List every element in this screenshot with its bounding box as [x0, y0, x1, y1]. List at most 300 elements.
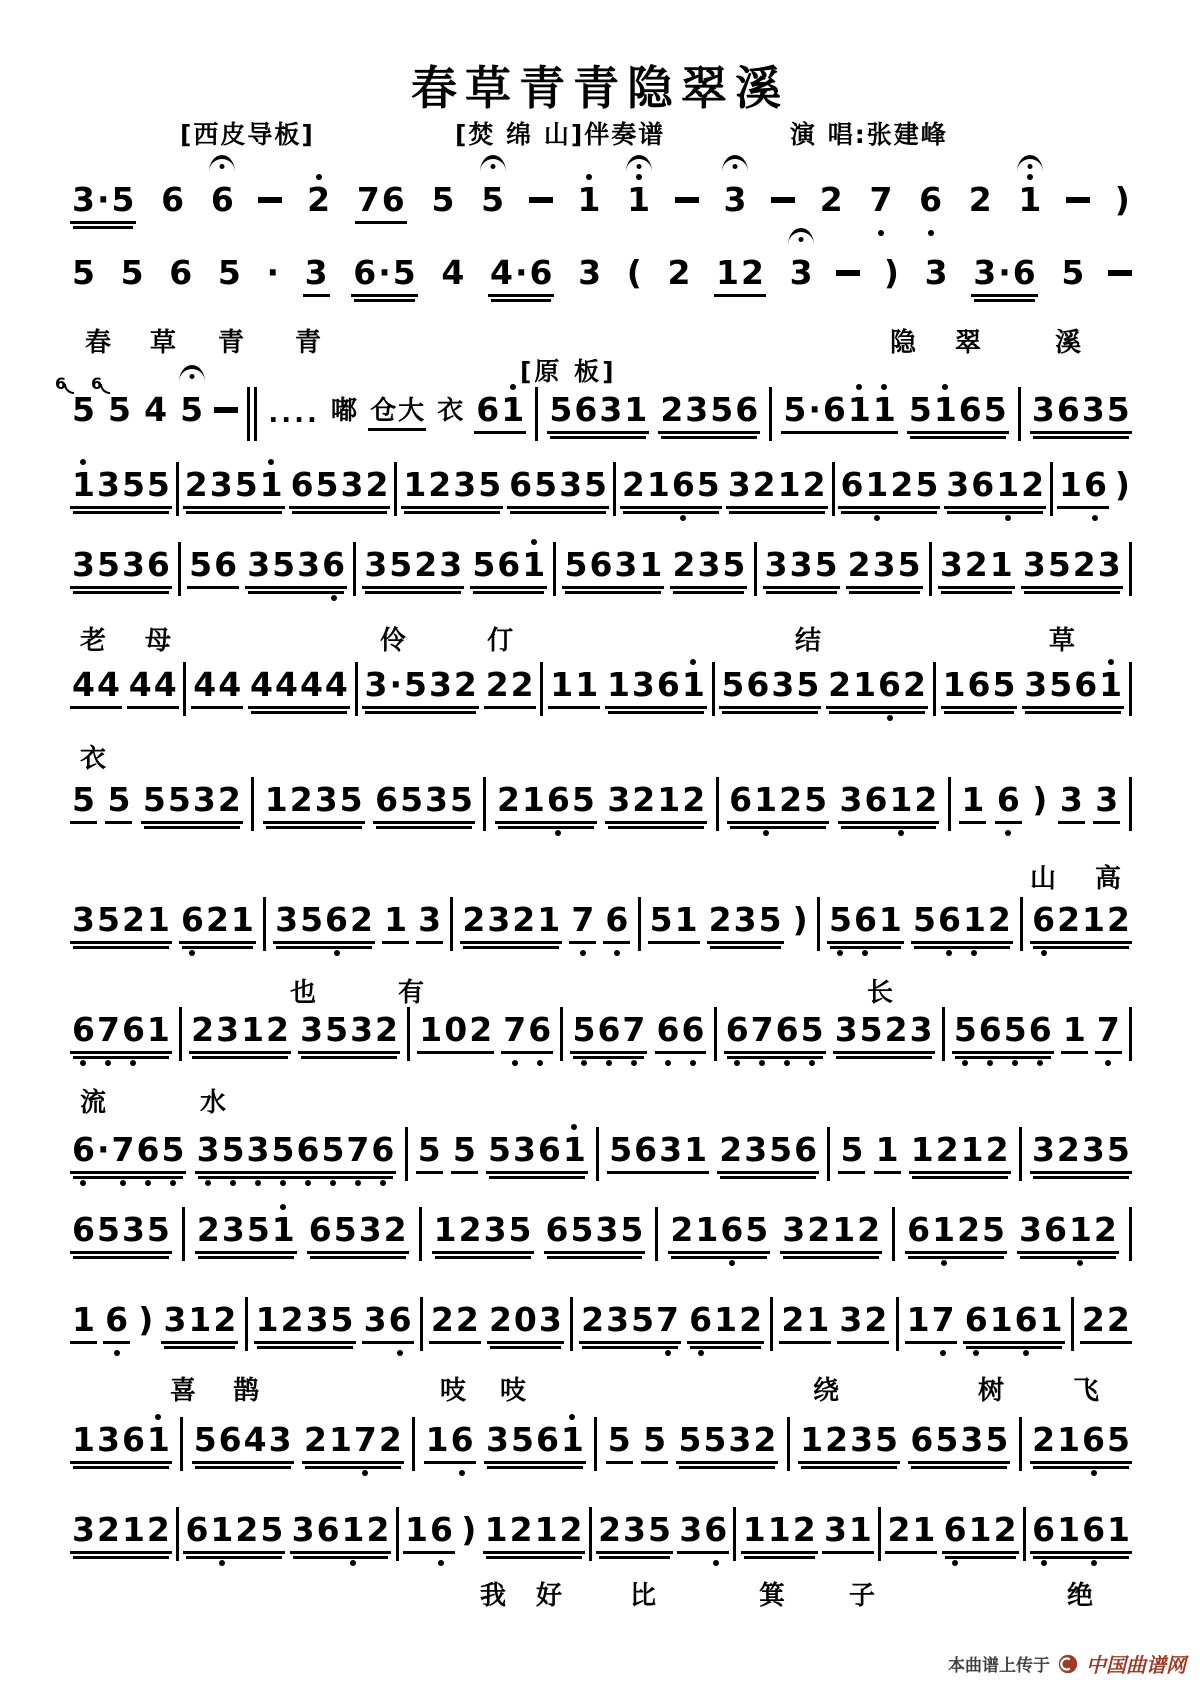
- note-char: 7: [622, 1010, 646, 1049]
- barline: [594, 1417, 597, 1471]
- note-char: 1: [847, 390, 871, 429]
- note-char: 1: [716, 253, 740, 292]
- barline: [1018, 387, 1021, 441]
- note-char: 5: [389, 545, 413, 584]
- notation-token: [838, 1130, 865, 1174]
- note-char: 5: [217, 253, 241, 292]
- note-char: 6: [1032, 1510, 1056, 1549]
- note-char: 3: [72, 180, 95, 219]
- note-char: 3: [850, 1420, 874, 1459]
- note-char: 3: [1031, 390, 1055, 429]
- note-char: 2: [196, 1210, 220, 1249]
- note-char: 6: [971, 465, 995, 504]
- barline: [896, 1297, 899, 1351]
- notation-token: [91, 374, 133, 431]
- note-char: 5: [272, 545, 296, 584]
- notation-token: [488, 253, 554, 297]
- note-char: 2: [581, 1300, 605, 1339]
- barline: [176, 462, 179, 516]
- note-char: 3: [96, 1420, 120, 1459]
- note-char: 6: [1074, 665, 1098, 704]
- note-char: 6: [1082, 1420, 1105, 1459]
- notation-token: [451, 1130, 478, 1174]
- lyric-char: 喜: [170, 1376, 198, 1406]
- note-char: 2: [1032, 1420, 1056, 1459]
- barline: [407, 1007, 410, 1061]
- note-char: 5: [221, 1130, 245, 1169]
- grace-note: 6: [91, 374, 103, 393]
- note-char: 3: [358, 1210, 382, 1249]
- barline: [733, 1507, 736, 1561]
- note-char: 1: [255, 1300, 279, 1339]
- note-char: 1: [848, 1510, 872, 1549]
- fermata-icon: [480, 155, 506, 172]
- lyric-char: 山: [1030, 864, 1058, 894]
- barline: [419, 1207, 422, 1261]
- notation-token: [838, 465, 940, 509]
- note-char: 3: [1019, 1210, 1042, 1249]
- note-char: 1: [878, 900, 902, 939]
- note-char: 2: [828, 665, 852, 704]
- page-title: 春草青青隐翠溪: [411, 61, 789, 115]
- notation-token: [470, 545, 547, 589]
- notation-token: [189, 1010, 291, 1054]
- note-char: 5: [120, 253, 144, 292]
- note-char: 6: [1043, 1210, 1067, 1249]
- barline: [589, 1507, 592, 1561]
- barline: [178, 542, 181, 596]
- note-char: 2: [739, 1300, 763, 1339]
- note-char: 1: [72, 1300, 95, 1339]
- notation-token: [209, 180, 236, 221]
- note-char: 5: [696, 465, 720, 504]
- note-char: 3: [163, 1300, 187, 1339]
- note-char: 6: [381, 180, 405, 219]
- note-char: 3: [291, 1510, 315, 1549]
- note-char: 6: [72, 1210, 95, 1249]
- barline: [405, 1127, 408, 1181]
- note-char: 5: [315, 465, 339, 504]
- notation-token: [788, 253, 815, 294]
- note-char: 6: [967, 665, 991, 704]
- notation-token: [867, 180, 894, 221]
- note-char: 5: [1106, 390, 1130, 429]
- note-char: 5: [992, 665, 1016, 704]
- note-char: 1: [962, 900, 986, 939]
- barline: [1129, 1007, 1132, 1061]
- notation-token: [484, 665, 536, 709]
- note-char: 6: [121, 1420, 145, 1459]
- note-char: 6: [546, 780, 570, 819]
- note-char: 5: [146, 1210, 170, 1249]
- note-char: 6: [681, 1010, 705, 1049]
- note-char: 1: [328, 1420, 352, 1459]
- note-char: 5: [260, 1510, 284, 1549]
- note-char: 4: [72, 665, 95, 704]
- lyric-char: 草: [1049, 626, 1077, 656]
- note-char: 3: [614, 545, 638, 584]
- barline: [179, 1007, 182, 1061]
- barline: [553, 542, 556, 596]
- note-char: 2: [752, 465, 776, 504]
- duration-dash: [836, 270, 860, 276]
- lyric-char: 吱: [500, 1376, 528, 1406]
- notation-token: [55, 374, 97, 431]
- note-char: 6: [656, 665, 680, 704]
- barline: [412, 1417, 415, 1471]
- note-char: 1: [121, 1510, 145, 1549]
- lyric-char: 有: [398, 978, 426, 1008]
- note-char: 6: [864, 780, 888, 819]
- note-char: 2: [205, 900, 229, 939]
- note-char: 3: [595, 1210, 619, 1249]
- note-char: 1: [264, 780, 288, 819]
- notation-token: [432, 1210, 534, 1254]
- duration-dash: [258, 197, 282, 203]
- note-char: 5: [167, 780, 191, 819]
- notation-token: [289, 465, 391, 509]
- note-char: 3: [728, 1420, 752, 1459]
- note-char: 1: [72, 1420, 95, 1459]
- note-char: 4: [128, 665, 152, 704]
- note-char: 3: [1022, 545, 1046, 584]
- note-char: ·: [808, 390, 821, 429]
- barline: [878, 1507, 881, 1561]
- duration-dash: [675, 197, 699, 203]
- barline: [560, 1007, 563, 1061]
- note-char: ): [461, 1510, 477, 1549]
- note-char: 5: [584, 465, 607, 504]
- notation-token: [178, 390, 205, 431]
- notation-system: [70, 665, 1132, 726]
- note-char: 3: [1081, 1130, 1105, 1169]
- note-char: 1: [271, 1210, 295, 1249]
- note-char: 5: [472, 545, 496, 584]
- duration-dash: [1108, 270, 1132, 276]
- barline: [1019, 1127, 1022, 1181]
- note-char: 1: [889, 780, 913, 819]
- note-char: 3: [439, 545, 463, 584]
- notation-token: [826, 665, 928, 709]
- notation-token: [159, 180, 186, 221]
- note-char: 1: [933, 390, 957, 429]
- note-char: 3: [72, 545, 95, 584]
- note-char: 5: [246, 1210, 270, 1249]
- notation-token: [474, 390, 526, 434]
- note-char: 3: [789, 545, 813, 584]
- note-char: 3: [606, 1300, 630, 1339]
- note-char: 3: [782, 1210, 806, 1249]
- note-char: 6: [105, 1300, 129, 1339]
- notation-token: [127, 665, 179, 709]
- note-char: 2: [847, 545, 871, 584]
- note-char: 5: [649, 900, 673, 939]
- note-char: 2: [217, 780, 241, 819]
- note-char: 6: [746, 665, 770, 704]
- note-char: 5: [330, 1300, 354, 1339]
- notation-token: [658, 390, 760, 434]
- note-char: 3: [839, 780, 863, 819]
- note-char: 4: [193, 665, 217, 704]
- note-char: 6: [528, 1010, 552, 1049]
- note-char: ·: [389, 665, 402, 704]
- notation-token: [1059, 253, 1086, 294]
- note-char: 3: [631, 665, 655, 704]
- lyric-char: 树: [978, 1376, 1006, 1406]
- note-char: 5: [814, 545, 838, 584]
- notation-token: [833, 1010, 935, 1054]
- double-barline: [247, 387, 257, 441]
- note-char: 2: [957, 1210, 981, 1249]
- note-char: 7: [346, 1130, 370, 1169]
- note-char: 5: [800, 1010, 824, 1049]
- barline: [933, 662, 936, 716]
- notation-token: [676, 1420, 778, 1464]
- notation-token: [70, 545, 172, 589]
- note-char: 6: [878, 665, 901, 704]
- note-char: 0: [444, 1010, 468, 1049]
- note-char: 3: [418, 900, 442, 939]
- note-char: 6: [958, 390, 982, 429]
- note-char: 7: [656, 1300, 680, 1339]
- notation-system: [70, 1010, 1132, 1071]
- note-char: 3: [364, 665, 388, 704]
- barline: [1129, 1207, 1132, 1261]
- note-char: 1: [521, 780, 545, 819]
- note-char: 6: [729, 780, 753, 819]
- note-char: 3: [275, 900, 299, 939]
- barline: [420, 1297, 423, 1351]
- note-char: 5: [300, 900, 324, 939]
- note-char: 3: [196, 1130, 220, 1169]
- notation-token: [952, 1010, 1054, 1054]
- notation-token: [216, 253, 243, 294]
- notation-token: [726, 465, 828, 509]
- notation-token: [547, 390, 649, 434]
- notation-token: [183, 465, 285, 509]
- note-char: 7: [503, 1010, 527, 1049]
- barline: [263, 897, 266, 951]
- notation-token: [195, 1210, 297, 1254]
- note-char: 6: [656, 1010, 680, 1049]
- barline: [827, 1127, 830, 1181]
- note-char: 1: [1057, 1510, 1081, 1549]
- note-char: 3: [973, 253, 997, 292]
- note-char: 2: [96, 1510, 120, 1549]
- notation-token: [781, 390, 897, 434]
- note-char: 6: [210, 180, 234, 219]
- barline: [176, 1507, 179, 1561]
- note-char: 6: [545, 1210, 569, 1249]
- note-char: 1: [562, 1130, 586, 1169]
- note-char: 5: [620, 1210, 644, 1249]
- note-char: 5: [983, 390, 1007, 429]
- note-char: 1: [433, 1210, 457, 1249]
- notation-token: [596, 1510, 673, 1554]
- note-char: 3: [486, 1420, 509, 1459]
- note-char: 7: [1096, 1010, 1120, 1049]
- note-char: 1: [1018, 180, 1042, 219]
- notation-token: [942, 1510, 1019, 1554]
- note-char: 2: [485, 665, 509, 704]
- note-char: 3: [246, 1130, 270, 1169]
- notation-token: [70, 1210, 172, 1254]
- note-char: 5: [403, 665, 427, 704]
- notation-token: [351, 253, 417, 297]
- note-char: 3: [1024, 665, 1048, 704]
- note-char: 6: [161, 180, 185, 219]
- notation-token: [665, 253, 692, 294]
- note-char: 1: [806, 1300, 830, 1339]
- lyric-char: 隐: [890, 328, 918, 358]
- barline: [535, 387, 538, 441]
- note-char: 5: [1107, 1420, 1130, 1459]
- note-char: 1: [910, 1130, 934, 1169]
- note-char: 1: [754, 780, 778, 819]
- note-char: 2: [121, 900, 145, 939]
- note-char: 3: [727, 465, 751, 504]
- barline: [1071, 1297, 1074, 1351]
- note-char: 1: [575, 665, 599, 704]
- notation-token: [791, 900, 810, 941]
- note-char: 3: [823, 1510, 847, 1549]
- note-char: 5: [769, 1130, 793, 1169]
- notation-token: [625, 180, 652, 221]
- barline: [251, 777, 254, 831]
- notation-token: [822, 1510, 874, 1554]
- note-char: 5: [828, 900, 852, 939]
- notation-token: [70, 1510, 172, 1554]
- note-char: 2: [1106, 1300, 1130, 1339]
- notation-token: [460, 900, 562, 944]
- note-char: 1: [624, 390, 648, 429]
- note-char: 5: [400, 780, 424, 819]
- lyric-char: 飞: [1073, 1376, 1101, 1406]
- barline: [1129, 662, 1132, 716]
- note-char: 2: [781, 1300, 805, 1339]
- note-char: 2: [453, 665, 477, 704]
- note-char: 1: [1068, 1210, 1092, 1249]
- note-char: 6: [72, 1010, 95, 1049]
- note-char: 1: [188, 1300, 212, 1339]
- notation-token: [487, 1300, 564, 1344]
- note-char: 6: [978, 1010, 1002, 1049]
- notation-token: [484, 1420, 586, 1464]
- play-accompaniment-label: [焚 绵 山]伴奏谱: [455, 120, 666, 149]
- notation-token: [70, 780, 97, 824]
- notation-token: [607, 1130, 709, 1174]
- lyric-char: 草: [150, 328, 178, 358]
- notation-system: [70, 1300, 1132, 1361]
- barline: [396, 1507, 399, 1561]
- note-char: 6: [371, 1130, 395, 1169]
- notation-token: [362, 545, 464, 589]
- notation-token: [544, 1210, 646, 1254]
- note-char: 1: [681, 665, 705, 704]
- notation-token: [908, 1420, 1010, 1464]
- note-char: 1: [742, 1510, 766, 1549]
- note-char: 5: [908, 390, 932, 429]
- note-char: 2: [350, 900, 373, 939]
- barline: [714, 1007, 717, 1061]
- note-char: 5: [643, 1420, 667, 1459]
- note-char: 2: [741, 253, 764, 292]
- note-char: 5: [96, 1210, 120, 1249]
- notation-token: [668, 1210, 770, 1254]
- notation-token: [779, 1300, 831, 1344]
- note-char: 2: [935, 1130, 959, 1169]
- note-char: 2: [509, 1510, 533, 1549]
- notation-token: [837, 1300, 889, 1344]
- note-char: 1: [259, 465, 283, 504]
- note-char: 3: [363, 1300, 387, 1339]
- notation-token: [905, 1210, 1007, 1254]
- note-char: 2: [802, 465, 826, 504]
- barline: [712, 662, 715, 716]
- note-char: 3: [659, 1130, 683, 1169]
- notation-token: [648, 900, 700, 944]
- note-char: 3: [607, 780, 631, 819]
- note-char: 3: [685, 390, 709, 429]
- note-char: 5: [72, 390, 95, 429]
- note-char: 6: [1056, 390, 1080, 429]
- notation-token: [70, 1300, 97, 1344]
- note-char: 6: [529, 253, 553, 292]
- note-char: 2: [184, 465, 208, 504]
- note-char: 3: [340, 465, 364, 504]
- note-char: 5: [678, 1420, 702, 1459]
- barline: [832, 462, 835, 516]
- note-char: 6: [794, 1130, 818, 1169]
- note-char: 3: [216, 1010, 240, 1049]
- notation-token: [362, 1300, 414, 1344]
- note-char: 2: [779, 780, 803, 819]
- note-char: 1: [230, 900, 254, 939]
- notation-token: [1030, 1420, 1132, 1464]
- note-char: 大: [398, 396, 425, 426]
- note-char: 6: [720, 1210, 744, 1249]
- notation-token: [724, 1010, 826, 1054]
- barline: [770, 1297, 773, 1351]
- note-char: ·: [96, 180, 110, 219]
- notation-system: [70, 1420, 1132, 1481]
- notation-system: [70, 180, 1132, 241]
- note-char: 3: [771, 665, 795, 704]
- note-char: 6: [919, 180, 943, 219]
- notation-token: [579, 1300, 681, 1344]
- note-char: 1: [484, 1510, 508, 1549]
- notation-token: [576, 253, 603, 294]
- note-char: 1: [534, 1510, 558, 1549]
- mode-label-xipi-daoban: [西皮导板]: [180, 120, 315, 149]
- note-char: 2: [559, 1510, 583, 1549]
- note-char: 1: [767, 1510, 791, 1549]
- note-char: 5: [72, 253, 95, 292]
- lyric-char: 绝: [1067, 1581, 1095, 1611]
- notation-token: [248, 665, 350, 709]
- note-char: 6: [937, 900, 961, 939]
- note-char: 6: [169, 253, 193, 292]
- note-char: 1: [872, 390, 896, 429]
- note-char: 6: [146, 545, 170, 584]
- note-char: 1: [403, 465, 427, 504]
- note-char: 2: [375, 1010, 398, 1049]
- note-char: 2: [719, 1130, 743, 1169]
- note-char: 2: [469, 1010, 493, 1049]
- note-char: 5: [913, 900, 936, 939]
- note-char: 5: [722, 545, 746, 584]
- note-char: 6: [1082, 1510, 1106, 1549]
